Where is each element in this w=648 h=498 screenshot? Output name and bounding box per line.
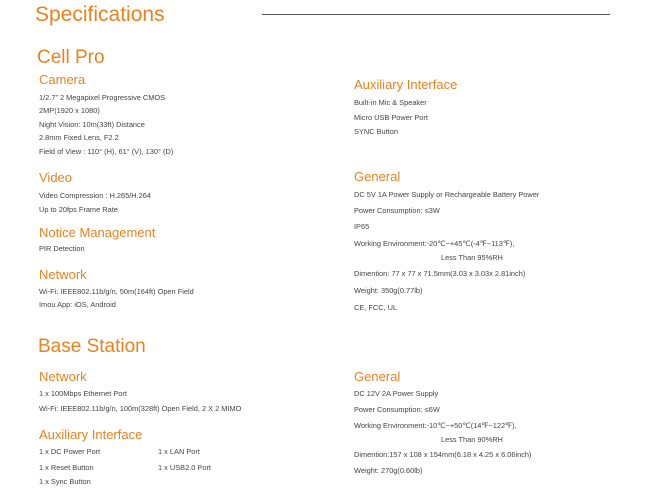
notice-heading: Notice Management xyxy=(39,225,156,240)
base-general-consumption: Power Consumption: ≤6W xyxy=(354,405,440,414)
title-divider xyxy=(262,14,610,15)
cell-general-certifications: CE, FCC, UL xyxy=(354,303,398,312)
base-network-wifi: Wi-Fi: IEEE802.11b/g/n, 100m(328ft) Open Field, 2 X 2 MIMO xyxy=(39,404,242,413)
base-station-heading: Base Station xyxy=(38,336,146,357)
base-general-dimension: Dimention:157 x 108 x 154mm(6.18 x 4.25 x 6.06inch) xyxy=(354,450,532,459)
cell-general-environment: Working Environment:-20℃~+45℃(-4℉~113℉), xyxy=(354,239,515,248)
cell-general-heading: General xyxy=(354,169,401,184)
camera-heading: Camera xyxy=(39,72,86,87)
camera-lens: 2.8mm Fixed Lens, F2.2 xyxy=(39,133,119,142)
network-app: Imou App: iOS, Android xyxy=(39,300,116,309)
base-general-environment: Working Environment:-10℃~+50℃(14℉~122℉), xyxy=(354,421,517,430)
cell-aux-usb: Micro USB Power Port xyxy=(354,113,428,122)
base-aux-dc: 1 x DC Power Port xyxy=(39,447,101,456)
cell-general-consumption: Power Consumption: ≤3W xyxy=(354,206,440,215)
camera-night-vision: Night Vision: 10m(33ft) Distance xyxy=(39,120,145,129)
video-heading: Video xyxy=(39,170,73,185)
cell-general-humidity: Less Than 95%RH xyxy=(441,253,503,262)
cell-aux-sync: SYNC Button xyxy=(354,127,398,136)
cell-general-ip: IP65 xyxy=(354,222,370,231)
network-wifi: Wi-Fi: IEEE802.11b/g/n, 50m(164ft) Open Field xyxy=(39,287,194,296)
video-compression: Video Compression : H.265/H.264 xyxy=(39,191,152,200)
base-general-power: DC 12V 2A Power Supply xyxy=(354,389,439,398)
cell-general-weight: Weight: 350g(0.77lb) xyxy=(354,286,423,295)
base-general-heading: General xyxy=(354,369,401,384)
cell-aux-heading: Auxiliary Interface xyxy=(354,77,458,92)
base-aux-sync: 1 x Sync Button xyxy=(39,477,91,486)
cell-general-power: DC 5V 1A Power Supply or Rechargeable Battery Power xyxy=(354,190,540,199)
base-network-heading: Network xyxy=(39,369,87,384)
base-general-weight: Weight: 270g(0.60lb) xyxy=(354,466,423,475)
cell-aux-mic: Built-in Mic & Speaker xyxy=(354,98,427,107)
base-general-humidity: Less Than 90%RH xyxy=(441,435,503,444)
video-frame-rate: Up to 20fps Frame Rate xyxy=(39,205,118,214)
camera-sensor: 1/2.7” 2 Megapixel Progressive CMOS xyxy=(39,93,166,102)
base-aux-usb: 1 x USB2.0 Port xyxy=(158,463,211,472)
network-heading: Network xyxy=(39,267,87,282)
camera-field-of-view: Field of View : 110° (H), 61° (V), 130° (D) xyxy=(39,147,174,156)
base-aux-lan: 1 x LAN Port xyxy=(158,447,200,456)
notice-pir: PIR Detection xyxy=(39,244,85,253)
camera-resolution: 2MP(1920 x 1080) xyxy=(39,106,100,115)
page-title: Specifications xyxy=(35,3,165,26)
cell-general-dimension: Dimention: 77 x 77 x 71.5mm(3.03 x 3.03x 2.81inch) xyxy=(354,269,526,278)
base-aux-reset: 1 x Reset Button xyxy=(39,463,94,472)
cell-pro-heading: Cell Pro xyxy=(37,47,105,68)
base-aux-heading: Auxiliary Interface xyxy=(39,427,143,442)
base-network-ethernet: 1 x 100Mbps Ethernet Port xyxy=(39,389,127,398)
